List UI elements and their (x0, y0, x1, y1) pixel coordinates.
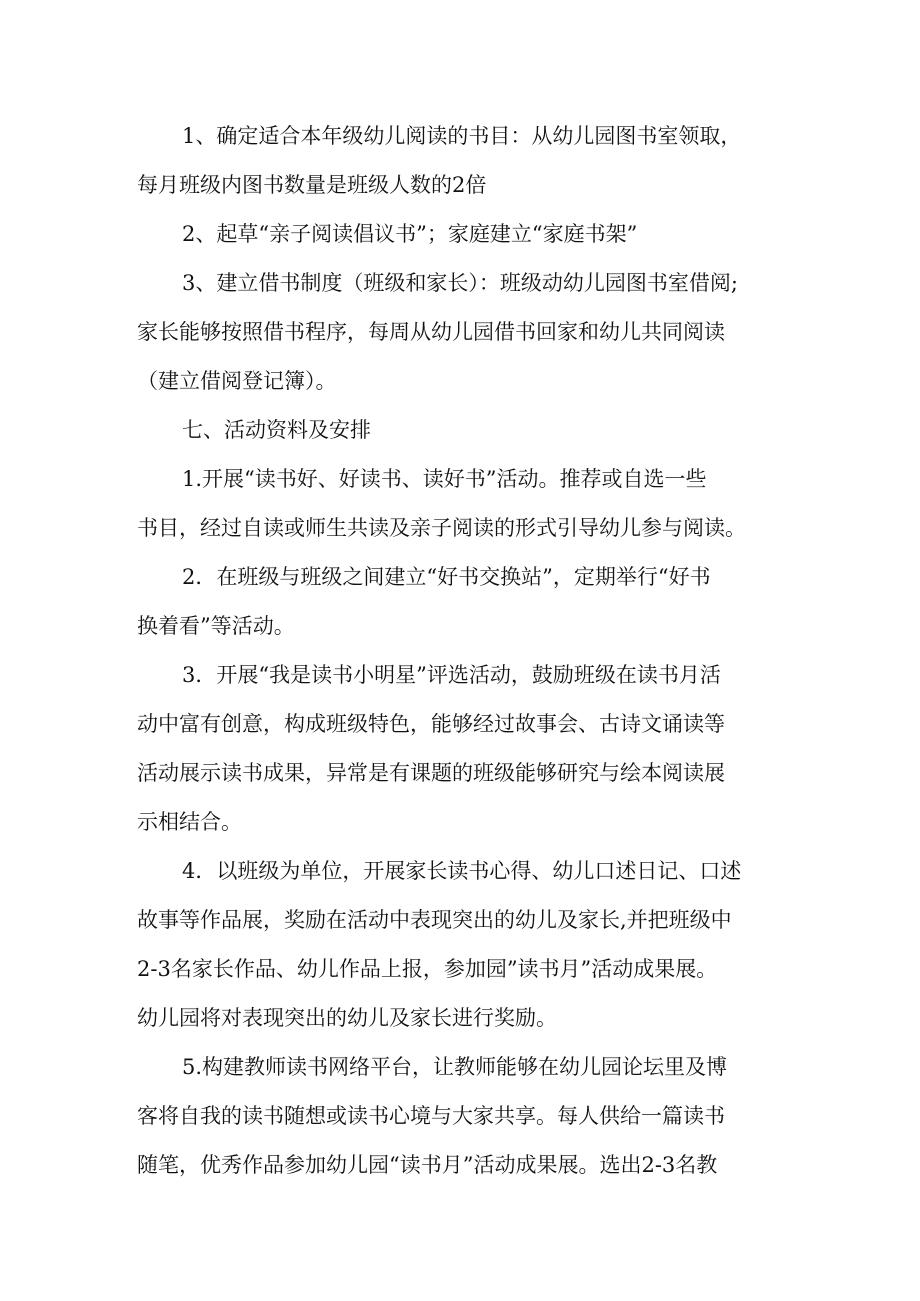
paragraph-line: 2-3名家长作品、幼儿作品上报，参加园”读书月”活动成果展。 (137, 957, 718, 981)
paragraph-line: 3、建立借书制度（班级和家长）：班级动幼儿园图书室借阅; (182, 271, 738, 295)
paragraph-line: 故事等作品展，奖励在活动中表现突出的幼儿及家长,并把班级中 (137, 908, 732, 932)
paragraph-line: 1.开展“读书好、好读书、读好书”活动。推荐或自选一些 (182, 467, 707, 491)
paragraph-line: 4．以班级为单位，开展家长读书心得、幼儿口述日记、口述 (182, 859, 742, 883)
paragraph-line: 3．开展“我是读书小明星”评选活动，鼓励班级在读书月活 (182, 663, 721, 687)
paragraph-line: 随笔，优秀作品参加幼儿园“读书月”活动成果展。选出2-3名教 (137, 1153, 718, 1177)
paragraph-line: 动中富有创意，构成班级特色，能够经过故事会、古诗文诵读等 (137, 712, 725, 736)
paragraph-line: 2、起草“亲子阅读倡议书”；家庭建立“家庭书架” (182, 222, 638, 246)
paragraph-line: 5.构建教师读书网络平台，让教师能够在幼儿园论坛里及博 (182, 1055, 728, 1079)
paragraph-line: 示相结合。 (137, 810, 242, 834)
section-heading: 七、活动资料及安排 (182, 418, 371, 442)
paragraph-line: 每月班级内图书数量是班级人数的2倍 (137, 173, 487, 197)
paragraph-line: 活动展示读书成果，异常是有课题的班级能够研究与绘本阅读展 (137, 761, 725, 785)
paragraph-line: 书目，经过自读或师生共读及亲子阅读的形式引导幼儿参与阅读。 (137, 516, 746, 540)
paragraph-line: 换着看”等活动。 (137, 614, 295, 638)
paragraph-line: 1、确定适合本年级幼儿阅读的书目：从幼儿园图书室领取， (182, 124, 742, 148)
paragraph-line: 客将自我的读书随想或读书心境与大家共享。每人供给一篇读书 (137, 1104, 725, 1128)
paragraph-line: （建立借阅登记簿）。 (137, 369, 337, 393)
paragraph-line: 家长能够按照借书程序，每周从幼儿园借书回家和幼儿共同阅读 (137, 320, 725, 344)
document-body (137, 112, 797, 1190)
paragraph-line: 幼儿园将对表现突出的幼儿及家长进行奖励。 (137, 1006, 557, 1030)
paragraph-line: 2．在班级与班级之间建立“好书交换站”，定期举行“好书 (182, 565, 711, 589)
